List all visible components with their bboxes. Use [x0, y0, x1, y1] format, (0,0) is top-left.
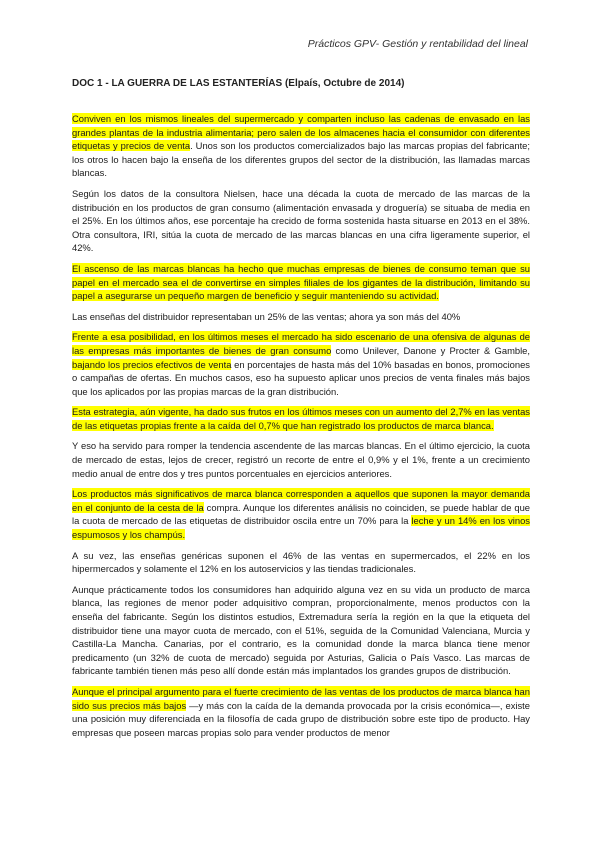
paragraph-text: —y más con la caída de la demanda provocada por la crisis económica—, existe una posición muy diferenciada en la filosofía de cada grupo de distribución sobre este tipo de producto. Hay empresas que poseen marcas propias solo para vender productos de menor — [72, 699, 530, 738]
highlighted-text: Esta estrategia, aún vigente, ha dado sus frutos en los últimos meses con un aumento del 2,7% en las ventas de las etiquetas propias frente a la caída del 0,7% que han registrado los productos de marca blanca. — [72, 406, 530, 431]
page-header: Prácticos GPV- Gestión y rentabilidad del lineal — [307, 38, 528, 50]
paragraph-text: A su vez, las enseñas genéricas suponen el 46% de las ventas en supermercados, el 22% en los hipermercados y solamente el 12% en los autoservicios y las tiendas tradicionales. — [72, 549, 530, 575]
paragraph-10 — [72, 583, 530, 678]
paragraph-text: compra. Aunque los diferentes análisis no coinciden, se puede hablar de que la cuota de mercado de las etiquetas de distribuidor oscila entre un 70% para la — [72, 501, 531, 527]
highlighted-text: leche y un 14% en los vinos espumosos y los champús. — [72, 515, 530, 541]
paragraph-4 — [72, 310, 530, 324]
paragraph-8 — [72, 487, 530, 541]
paragraph-5 — [72, 330, 530, 398]
paragraph-text: Las enseñas del distribuidor representaban un 25% de las ventas; ahora ya son más del 40% — [72, 310, 461, 322]
paragraph-7 — [72, 439, 530, 480]
highlighted-text: El ascenso de las marcas blancas ha hecho que muchas empresas de bienes de consumo teman que su papel en el mercado sea el de convertirse en simples filiales de los gigantes de la distribución, limitando su papel a asegurarse un pequeño margen de beneficio y seguir manteniendo su actividad. — [72, 262, 530, 302]
highlighted-text: bajando los precios efectivos de venta — [72, 358, 232, 370]
paragraph-9 — [72, 549, 530, 576]
paragraph-text: como Unilever, Danone y Procter & Gamble, — [331, 344, 530, 356]
paragraph-11 — [72, 685, 530, 739]
paragraph-text: . Unos son los productos comercializados bajo las marcas propias del fabricante; los otros lo hacen bajo la enseña de los diferentes grupos del sector de la distribución, las llamadas marcas blancas. — [72, 140, 530, 179]
paragraph-2 — [72, 187, 530, 255]
highlighted-text: Aunque el principal argumento para el fuerte crecimiento de las ventas de los productos de marca blanca han sido sus precios más bajos — [72, 685, 530, 711]
paragraph-6 — [72, 405, 530, 432]
paragraph-text: en porcentajes de hasta más del 10% basadas en bonos, promociones o campañas de ofertas. En muchos casos, eso ha supuesto aplicar unos precios de venta finales más bajos que los aplicados por las propias marcas de la gran distribución. — [72, 358, 530, 397]
paragraph-1 — [72, 112, 530, 180]
highlighted-text: Conviven en los mismos lineales del supermercado y comparten incluso las cadenas de envasado en las grandes plantas de la industria alimentaria; pero salen de los almacenes hacia el consumidor con diferentes etiquetas y precios de venta — [72, 113, 530, 152]
article-body — [72, 112, 530, 746]
highlighted-text: Los productos más significativos de marca blanca corresponden a aquellos que suponen la mayor demanda en el conjunto de la cesta de la — [72, 488, 530, 513]
document-title: DOC 1 - LA GUERRA DE LAS ESTANTERÍAS (Elpaís, Octubre de 2014) — [72, 78, 405, 89]
paragraph-3 — [72, 262, 530, 303]
paragraph-text: Según los datos de la consultora Nielsen, hace una década la cuota de mercado de las marcas de la distribución en los productos de gran consumo (alimentación envasada y droguería) se situaba de media en el 25%. En los últimos años, ese porcentaje ha crecido de forma sostenida hasta situarse en 2013 en el 38%. Otra consultora, IRI, sitúa la cuota de mercado de las marcas blancas en una cifra ligeramente superior, el 42%. — [72, 187, 530, 254]
paragraph-text: Aunque prácticamente todos los consumidores han adquirido alguna vez en su vida un producto de marca blanca, las regiones de menor poder adquisitivo compran, proporcionalmente, menos productos con la enseña del fabricante. Según los distintos estudios, Extremadura sería la región en la que la etiqueta del distribuidor tiene una mayor cuota de mercado, con el 51%, seguida de la Comunidad Valenciana, Murcia y Castilla-La Mancha. Canarias, por el contrario, es la comunidad donde la marca blanca tiene menor predicamento (un 32% de cuota de mercado) seguida por Asturias, Galicia o País Vasco. Las marcas de fabricante también tienen más peso allí donde están más implantados los grandes grupos de distribución. — [72, 583, 530, 677]
highlighted-text: Frente a esa posibilidad, en los últimos meses el mercado ha sido escenario de una ofensiva de algunas de las empresas más importantes de bienes de gran consumo — [72, 331, 530, 356]
paragraph-text: Y eso ha servido para romper la tendencia ascendente de las marcas blancas. En el último ejercicio, la cuota de mercado de estas, lejos de crecer, registró un recorte de entre el 0,9% y el 1%, frente a un crecimiento medio anual de entre dos y tres puntos porcentuales en ejercicios anteriores. — [72, 440, 530, 479]
